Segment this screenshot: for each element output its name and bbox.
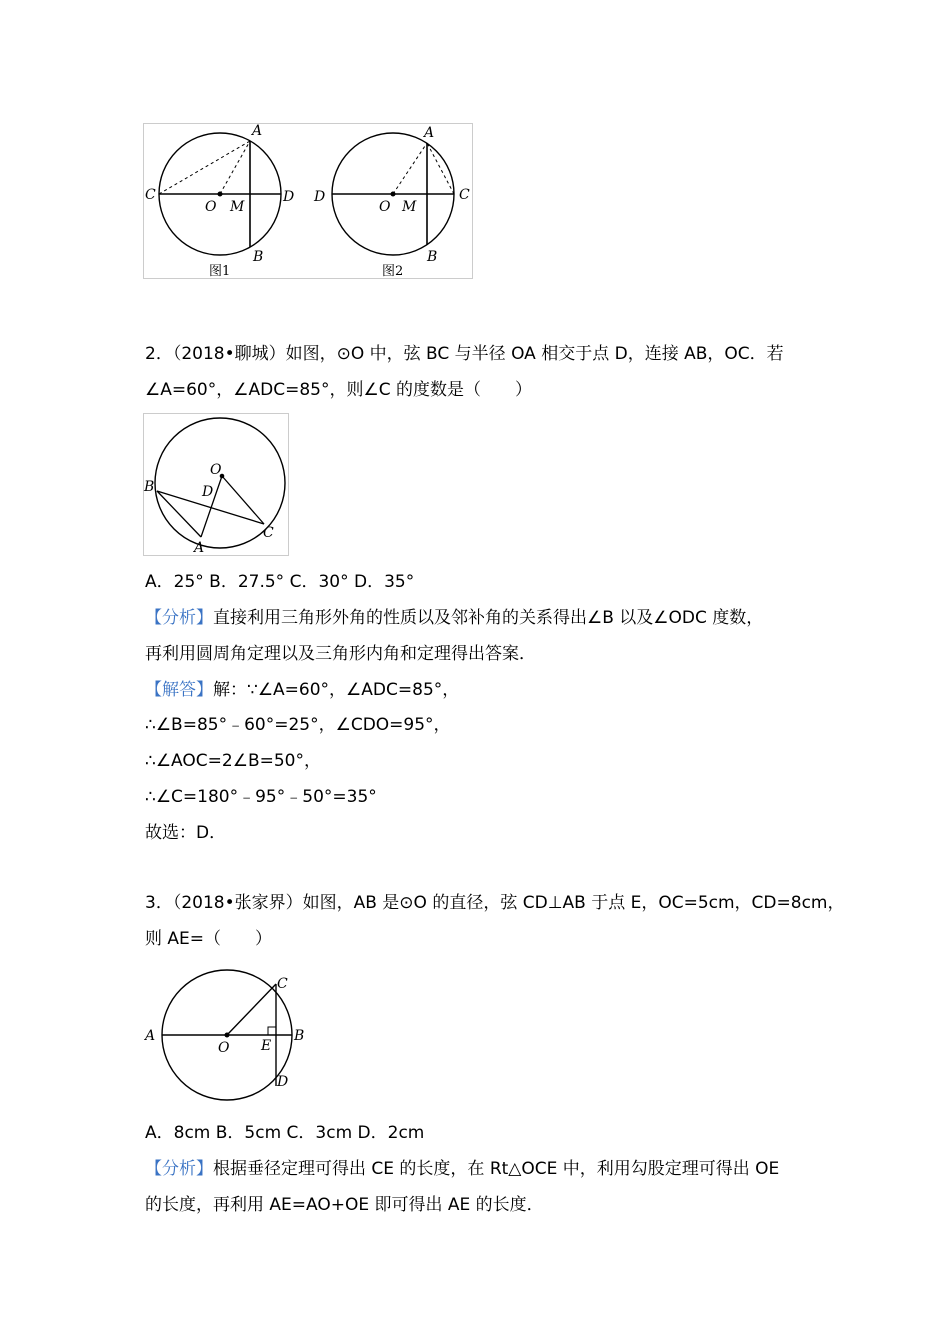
q3-label-C: C: [277, 976, 288, 992]
q2-answer-line1: [145, 679, 459, 701]
q2-label-A: A: [194, 540, 205, 556]
label-D: D: [314, 189, 326, 205]
q3-label-E: E: [261, 1038, 272, 1054]
caption-fig2: 图2: [382, 264, 404, 279]
label-B: B: [253, 249, 264, 265]
q2-label-D: D: [202, 484, 214, 500]
q2-answer-tag: 【解答】: [145, 680, 213, 700]
label-O: O: [379, 199, 391, 215]
label-B: B: [427, 249, 438, 265]
q3-stem-line2: 则 AE=（ ）: [145, 929, 273, 949]
q2-label-O: O: [210, 462, 222, 478]
q3-options: A．8cm B．5cm C．3cm D．2cm: [145, 1123, 425, 1143]
q3-analysis-line2: 的长度，再利用 AE=AO+OE 即可得出 AE 的长度．: [145, 1195, 544, 1215]
label-C: C: [145, 187, 156, 203]
label-D: D: [283, 189, 295, 205]
q2-choice: 故选：D．: [145, 823, 227, 843]
q2-analysis-tag: 【分析】: [145, 608, 213, 628]
label-O: O: [205, 199, 217, 215]
figure-q3: [143, 968, 313, 1103]
q2-options: A．25° B．27.5° C．30° D．35°: [145, 572, 415, 592]
figure-q2: [143, 413, 289, 556]
label-C: C: [459, 187, 470, 203]
q3-analysis-line1: [145, 1158, 779, 1180]
label-M: M: [230, 199, 245, 215]
q2-answer-line3: ∴∠AOC=2∠B=50°，: [145, 751, 321, 771]
q2-answer-line4: ∴∠C=180°﹣95°﹣50°=35°: [145, 787, 377, 807]
label-A: A: [252, 123, 263, 139]
label-A: A: [424, 125, 435, 141]
q2-answer-line2: ∴∠B=85°﹣60°=25°，∠CDO=95°，: [145, 715, 451, 735]
q2-analysis-line1: [145, 607, 763, 629]
q3-label-B: B: [294, 1028, 305, 1044]
q3-label-A: A: [145, 1028, 156, 1044]
q3-label-O: O: [218, 1040, 230, 1056]
q3-stem-line1: 3．（2018•张家界）如图，AB 是⊙O 的直径，弦 CD⊥AB 于点 E，OC=5cm，CD=8cm，: [145, 893, 845, 913]
q3-label-D: D: [277, 1074, 289, 1090]
q3-analysis-tag: 【分析】: [145, 1159, 213, 1179]
q2-analysis-line2: 再利用圆周角定理以及三角形内角和定理得出答案．: [145, 644, 536, 664]
q3-analysis-text1: 根据垂径定理可得出 CE 的长度，在 Rt△OCE 中，利用勾股定理可得出 OE: [213, 1159, 780, 1179]
q2-label-B: B: [144, 479, 155, 495]
caption-fig1: 图1: [209, 264, 231, 279]
q2-answer-text1: 解：∵∠A=60°，∠ADC=85°，: [213, 680, 460, 700]
q2-label-C: C: [263, 525, 274, 541]
q2-stem-line2: ∠A=60°，∠ADC=85°，则∠C 的度数是（ ）: [145, 380, 532, 400]
figure-circles-1-2: [143, 123, 473, 279]
label-M: M: [402, 199, 417, 215]
q2-analysis-text1: 直接利用三角形外角的性质以及邻补角的关系得出∠B 以及∠ODC 度数，: [213, 608, 764, 628]
q2-stem-line1: 2．（2018•聊城）如图，⊙O 中，弦 BC 与半径 OA 相交于点 D，连接 AB，OC．若: [145, 344, 784, 364]
